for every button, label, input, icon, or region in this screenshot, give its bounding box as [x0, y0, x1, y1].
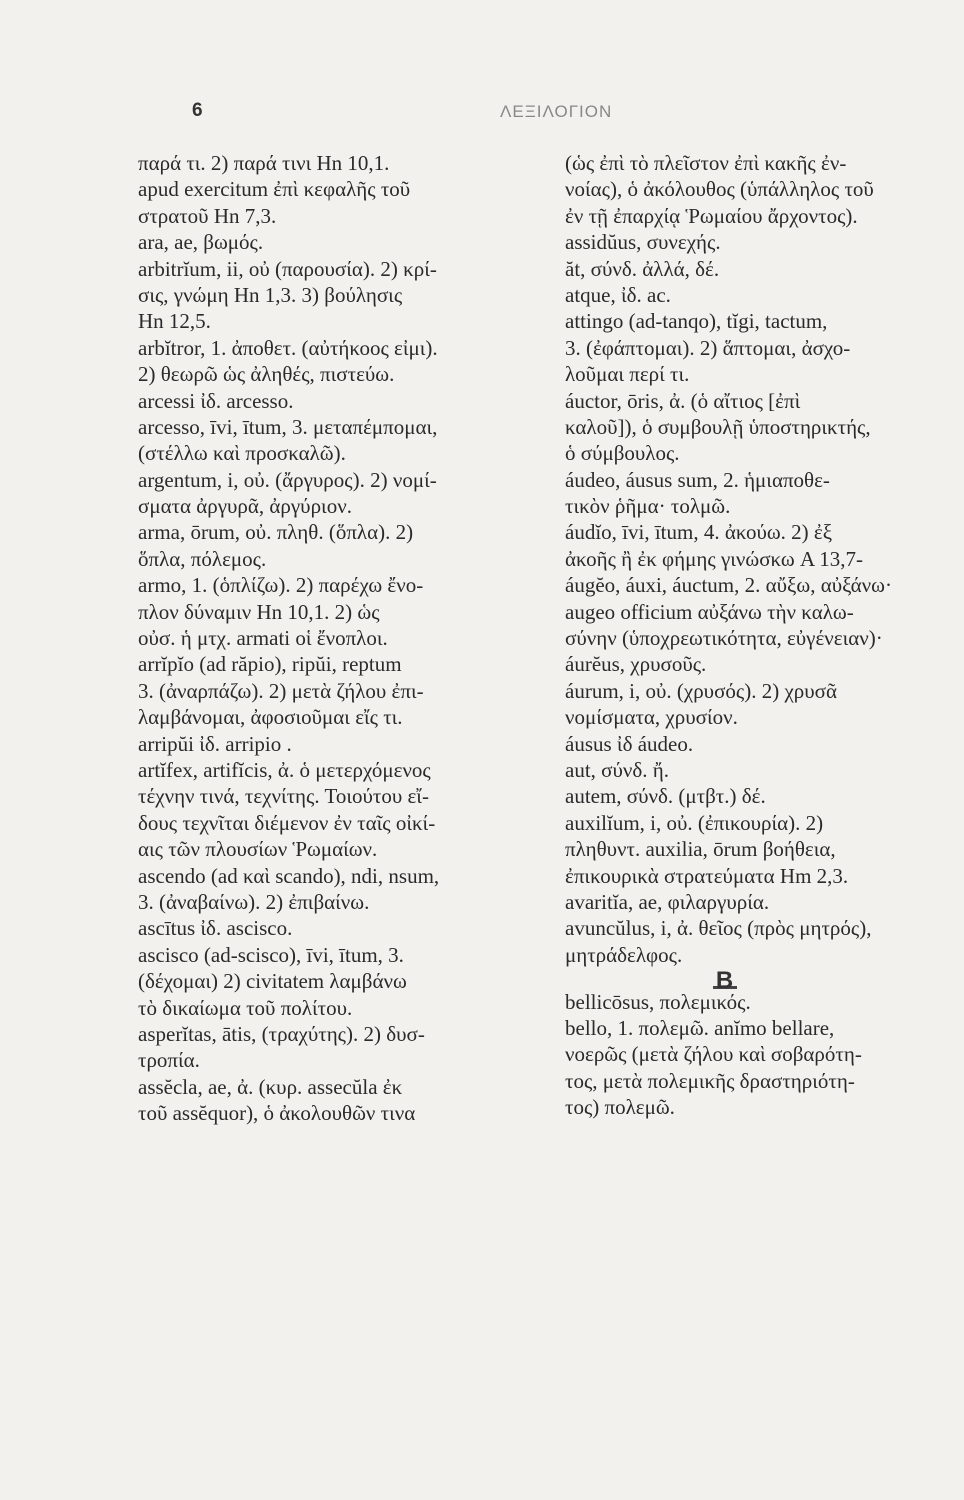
entry-line: aut, σύνδ. ἤ.	[565, 757, 669, 782]
entry-line: καλοῦ]), ὁ συμβουλῇ ὑποστηρικτής,	[565, 414, 871, 439]
entry-line: ascisco (ad-scisco), īvi, ītum, 3.	[138, 942, 404, 967]
entry-line: áudĭo, īvi, ītum, 4. ἀκούω. 2) ἐξ	[565, 520, 833, 545]
entry-line: avuncŭlus, i, ἀ. θεῖος (πρὸς μητρός),	[565, 916, 872, 941]
entry-line: 2) θεωρῶ ὡς ἀληθές, πιστεύω.	[138, 362, 395, 387]
entry-line: (δέχομαι) 2) civitatem λαμβάνω	[138, 969, 407, 994]
entry-line: 3. (ἀναβαίνω). 2) ἐπιβαίνω.	[138, 889, 370, 914]
entry-line: arbĭtror, 1. ἀποθετ. (αὐτήκοος εἰμι).	[138, 335, 438, 360]
left-column	[138, 150, 538, 1126]
entry-line: (ὡς ἐπὶ τὸ πλεῖστον ἐπὶ κακῆς ἐν-	[565, 151, 847, 175]
entry-line: τροπία.	[138, 1048, 200, 1073]
entry-line: ăt, σύνδ. ἀλλά, δέ.	[565, 256, 720, 281]
entry-line: augeo officium αὐξάνω τὴν καλω-	[565, 599, 854, 624]
entry-line: (στέλλω καὶ προσκαλῶ).	[138, 441, 346, 466]
entry-line: σις, γνώμη Hn 1,3. 3) βούλησις	[138, 282, 403, 307]
entry-line: armo, 1. (ὁπλίζω). 2) παρέχω ἔνο-	[138, 573, 424, 598]
entry-line: apud exercitum ἐπὶ κεφαλῆς τοῦ	[138, 177, 411, 202]
entry-line: áusus ἰδ áudeo.	[565, 731, 694, 756]
entry-line: avaritĭa, ae, φιλαργυρία.	[565, 889, 770, 914]
entry-line: arripŭi ἰδ. arripio .	[138, 731, 292, 756]
entry-line: ἐν τῇ ἐπαρχίᾳ Ῥωμαίου ἄρχοντος).	[565, 203, 858, 228]
entry-line: αις τῶν πλουσίων Ῥωμαίων.	[138, 837, 378, 862]
entry-line: 3. (ἀναρπάζω). 2) μετὰ ζήλου ἐπι-	[138, 678, 424, 703]
entry-line: τέχνην τινά, τεχνίτης. Τοιούτου εἴ-	[138, 784, 429, 809]
entry-line: παρά τι. 2) παρά τινι Hn 10,1.	[138, 151, 390, 175]
entry-line: áurĕus, χρυσοῦς.	[565, 652, 707, 677]
entry-line: arcesso, īvi, ītum, 3. μεταπέμπομαι,	[138, 414, 438, 439]
entry-line: λαμβάνομαι, ἀφοσιοῦμαι εἴς τι.	[138, 705, 403, 730]
right-column	[565, 150, 964, 1120]
entry-line: auxilĭum, i, οὐ. (ἐπικουρία). 2)	[565, 810, 824, 835]
entry-line: ὁ σύμβουλος.	[565, 441, 680, 466]
entry-line: assidŭus, συνεχής.	[565, 230, 721, 255]
entry-line: τος) πολεμῶ.	[565, 1095, 675, 1120]
entry-line: πλον δύναμιν Hn 10,1. 2) ὡς	[138, 599, 380, 624]
entry-line: artĭfex, artifĭcis, ἀ. ὁ μετερχόμενος	[138, 757, 431, 782]
entry-line: áudeo, áusus sum, 2. ἡμιαποθε-	[565, 467, 830, 492]
entry-line: áuctor, ōris, ἀ. (ὁ αἴτιος [ἐπὶ	[565, 388, 801, 413]
entry-line: τοῦ assĕquor), ὁ ἀκολουθῶν τινα	[138, 1101, 416, 1126]
entry-line: μητράδελφος.	[565, 942, 683, 967]
entry-line: arma, ōrum, οὐ. πληθ. (ὅπλα). 2)	[138, 520, 414, 545]
entry-line: τος, μετὰ πολεμικῆς δραστηριότη-	[565, 1068, 855, 1093]
entry-line: arbitrĭum, ii, οὐ (παρουσία). 2) κρί-	[138, 256, 437, 281]
entry-line: δους τεχνῖται διέμενον ἐν ταῖς οἰκί-	[138, 810, 436, 835]
entry-line: στρατοῦ Hn 7,3.	[138, 203, 277, 228]
entry-line: σύνην (ὑποχρεωτικότητα, εὐγένειαν)·	[565, 626, 883, 651]
entry-line: ὅπλα, πόλεμος.	[138, 546, 267, 571]
entry-line: πληθυντ. auxilia, ōrum βοήθεια,	[565, 837, 836, 862]
entry-line: argentum, i, οὐ. (ἄργυρος). 2) νομί-	[138, 467, 437, 492]
entry-line: arrĭpĭo (ad răpio), ripŭi, reptum	[138, 652, 402, 677]
entry-line: attingo (ad-tanqo), tĭgi, tactum,	[565, 309, 828, 334]
section-letter-heading: B	[715, 967, 735, 995]
entry-line: ascītus ἰδ. ascisco.	[138, 916, 293, 941]
entry-line: bellicōsus, πολεμικός.	[565, 989, 751, 1014]
entry-line: σματα ἀργυρᾶ, ἀργύριον.	[138, 494, 352, 519]
entry-line: νοερῶς (μετὰ ζήλου καὶ σοβαρότη-	[565, 1042, 862, 1067]
entry-line: οὐσ. ἡ μτχ. armati οἱ ἔνοπλοι.	[138, 626, 388, 651]
entry-line: arcessi ἰδ. arcesso.	[138, 388, 294, 413]
running-head: ΛΕΞΙΛΟΓΙΟΝ	[500, 102, 613, 121]
entry-line: Hn 12,5.	[138, 309, 211, 334]
entry-line: νοίας), ὁ ἀκόλουθος (ὑπάλληλος τοῦ	[565, 177, 874, 202]
page-number: 6	[192, 100, 203, 121]
entry-line: bello, 1. πολεμῶ. anĭmo bellare,	[565, 1015, 835, 1040]
entry-line: ara, ae, βωμός.	[138, 230, 264, 255]
entry-line: áurum, i, οὐ. (χρυσός). 2) χρυσᾶ	[565, 678, 837, 703]
entry-line: τικὸν ῥῆμα· τολμῶ.	[565, 494, 731, 519]
entry-line: 3. (ἐφάπτομαι). 2) ἅπτομαι, ἀσχο-	[565, 335, 851, 360]
entry-line: ἐπικουρικὰ στρατεύματα Hm 2,3.	[565, 863, 849, 888]
entry-line: λοῦμαι περί τι.	[565, 362, 690, 387]
entry-line: νομίσματα, χρυσίον.	[565, 705, 738, 730]
entry-line: autem, σύνδ. (μτβτ.) δέ.	[565, 784, 766, 809]
entry-line: assĕcla, ae, ἀ. (κυρ. assecŭla ἐκ	[138, 1074, 403, 1099]
entry-line: ἀκοῆς ἢ ἐκ φήμης γινώσκω A 13,7-	[565, 546, 863, 571]
entry-line: ascendo (ad καὶ scando), ndi, nsum,	[138, 863, 440, 888]
entry-line: áugĕo, áuxi, áuctum, 2. αὔξω, αὐξάνω·	[565, 573, 892, 598]
entry-line: τὸ δικαίωμα τοῦ πολίτου.	[138, 995, 353, 1020]
entry-line: atque, ἰδ. ac.	[565, 282, 671, 307]
entry-line: asperĭtas, ātis, (τραχύτης). 2) δυσ-	[138, 1021, 425, 1046]
